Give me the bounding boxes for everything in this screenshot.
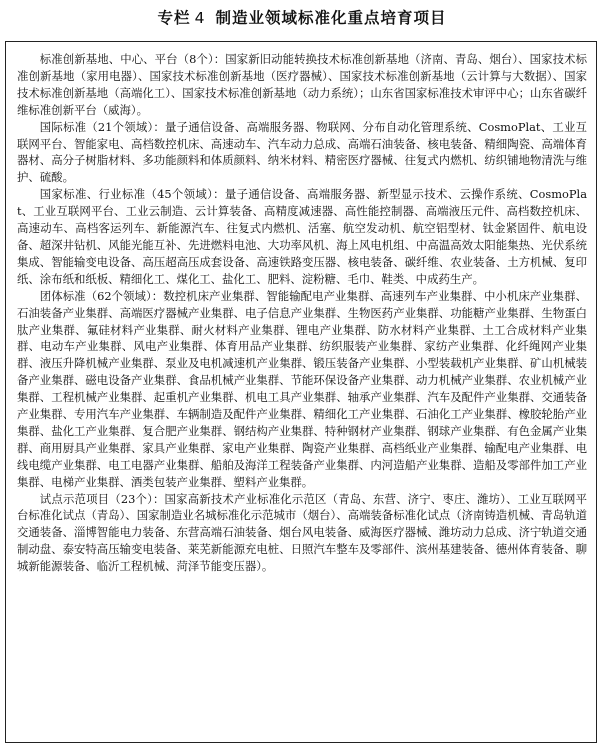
sidebar-label: 专栏 xyxy=(157,9,191,27)
paragraph-group-standards: 团体标准（62个领域）：数控机床产业集群、智能输配电产业集群、高速列车产业集群、中小机床产业集群、石油装备产业集群、高端医疗器械产业集群、电子信息产业集群、生物医药产业集群、功能糖产业集群、生物蛋白肽产业集群、氟硅材料产业集群、耐火材料产业集群、锂电产业集群、防水材料产业集群、土工合成材料产业集群、电动车产业集群、风电产业集群、体育用品产业集群、纺织服装产业集群、家纺产业集群、化纤绳网产业集群、液压升降机械产业集群、泵业及电机减速机产业集群、锻压装备产业集群、小型装载机产业集群、矿山机械装备产业集群、磁电设备产业集群、食品机械产业集群、节能环保设备产业集群、动力机械产业集群、农业机械产业集群、工程机械产业集群、起重机产业集群、机电工具产业集群、轴承产业集群、汽车及配件产业集群、交通装备产业集群、专用汽车产业集群、车辆制造及配件产业集群、精细化工产业集群、石油化工产业集群、橡胶轮胎产业集群、盐化工产业集群、复合肥产业集群、钢结构产业集群、特种钢材产业集群、钢球产业集群、有色金属产业集群、商用厨具产业集群、家具产业集群、家电产业集群、陶瓷产业集群、高档纸业产业集群、输配电产业集群、电线电缆产业集群、电工电器产业集群、船舶及海洋工程装备产业集群、内河造船产业集群、造船及零部件加工产业集群、电梯产业集群、酒类包装产业集群、塑料产业集群。 xyxy=(17,288,587,489)
sidebar-box xyxy=(5,41,597,743)
paragraph-pilot-projects: 试点示范项目（23个）：国家高新技术产业标准化示范区（青岛、东营、济宁、枣庄、潍坊）、工业互联网平台标准化试点（青岛）、国家制造业名城标准化示范城市（烟台）、高端装备标准化试点（济南铸造机械、青岛轨道交通装备、淄博智能电力装备、东营高端石油装备、烟台风电装备、威海医疗器械、潍坊动力总成、济宁轨道交通制动盘、泰安特高压输变电装备、莱芜新能源充电桩、日照汽车整车及零部件、滨州基建装备、德州体育装备、聊城新能源装备、临沂工程机械、菏泽节能变压器）。 xyxy=(17,491,587,574)
paragraph-innovation-bases: 标准创新基地、中心、平台（8个）：国家新旧动能转换技术标准创新基地（济南、青岛、烟台）、国家技术标准创新基地（家用电器）、国家技术标准创新基地（医疗器械）、国家技术标准创新基地（云计算与大数据）、国家技术标准创新基地（高端化工）、国家技术标准创新基地（动力系统）；山东省国家标准技术审评中心；山东省碳纤维标准创新平台（威海）。 xyxy=(17,52,587,117)
sidebar-number: 4 xyxy=(194,9,206,27)
sidebar-title xyxy=(0,6,604,28)
paragraph-national-industry-standards: 国家标准、行业标准（45个领域）：量子通信设备、高端服务器、新型显示技术、云操作系统、CosmoPlat、工业互联网平台、工业云制造、云计算装备、高精度减速器、高性能控制器、高端液压元件、高档数控机床、高速动车、高档客运列车、新能源汽车、往复式内燃机、活塞、航空发动机、航空铝型材、钛金紧固件、航电设备、超深井钻机、风能光能互补、先进燃料电池、大功率风机、海上风电机组、中高温高效太阳能集热、光伏系统集成、智能输变电设备、高压超高压成套设备、高速铁路变压器、核电装备、碳纤维、农业装备、土方机械、复印纸、涂布纸和纸板、精细化工、煤化工、盐化工、肥料、淀粉糖、毛巾、鞋类、中成药生产。 xyxy=(17,187,587,286)
sidebar-heading: 制造业领域标准化重点培育项目 xyxy=(215,9,447,27)
paragraph-international-standards: 国际标准（21个领域）：量子通信设备、高端服务器、物联网、分布自动化管理系统、CosmoPlat、工业互联网平台、智能家电、高档数控机床、高速动车、汽车动力总成、高端石油装备、核电装备、精细陶瓷、高端体育器材、高分子树脂材料、多功能颜料和体质颜料、纳米材料、精密医疗器械、往复式内燃机、纺织铺地物清洗与维护、硫酸。 xyxy=(17,119,587,185)
